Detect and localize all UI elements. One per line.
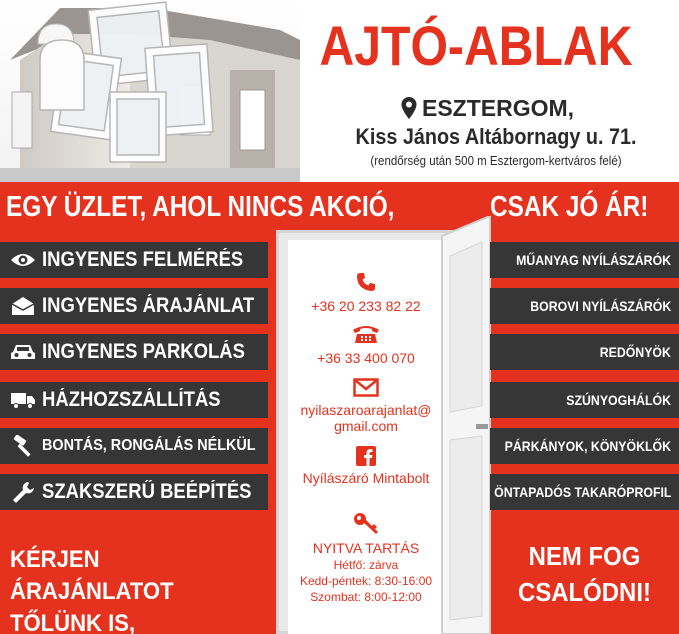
email-line-2[interactable]: gmail.com — [334, 418, 398, 434]
slogan-left: EGY ÜZLET, AHOL NINCS AKCIÓ, — [6, 191, 395, 223]
email-line-1[interactable]: nyilaszaroarajanlat@ — [300, 402, 432, 418]
product-item — [490, 288, 679, 324]
brand-title: AJTÓ-ABLAK — [319, 14, 633, 77]
truck-icon — [10, 388, 36, 412]
envelope-icon — [10, 294, 36, 318]
city-name: ESZTERGOM, — [422, 94, 575, 121]
facebook-page-name[interactable]: Nyílászáró Mintabolt — [302, 470, 430, 486]
city-line — [400, 93, 590, 123]
bottom-left-line-1: KÉRJEN ÁRAJÁNLATOT — [10, 546, 174, 605]
product-item — [490, 242, 679, 278]
contact-email — [288, 378, 444, 434]
hours-saturday: Szombat: 8:00-12:00 — [310, 590, 422, 604]
bottom-right-line-1: NEM FOG — [528, 541, 641, 571]
benefit-free-survey — [0, 242, 268, 278]
product-item — [490, 334, 679, 370]
benefit-professional-installation — [0, 474, 268, 510]
benefit-free-parking — [0, 334, 268, 370]
opening-hours — [288, 512, 444, 604]
telephone-icon — [352, 324, 380, 344]
product-label: PÁRKÁNYOK, KÖNYÖKLŐK — [504, 438, 671, 454]
key-icon — [353, 512, 379, 536]
header — [0, 0, 679, 182]
product-label: BOROVI NYÍLÁSZÁRÓK — [529, 298, 671, 314]
open-door-leaf — [440, 216, 492, 634]
product-item — [490, 474, 679, 510]
benefit-label: INGYENES PARKOLÁS — [42, 340, 245, 363]
contact-facebook — [288, 446, 444, 486]
hours-monday: Hétfő: zárva — [333, 558, 399, 572]
benefit-free-quote — [0, 288, 268, 324]
benefit-no-damage — [0, 428, 268, 464]
email-icon — [353, 378, 379, 397]
house-with-windows-image — [0, 0, 300, 182]
hours-weekdays: Kedd-péntek: 8:30-16:00 — [299, 574, 433, 588]
phone-icon — [356, 272, 376, 292]
bottom-left-line-2: TŐLÜNK IS, — [10, 610, 136, 634]
contact-mobile — [288, 272, 444, 314]
benefit-label: HÁZHOZSZÁLLÍTÁS — [42, 388, 221, 411]
slogan-right: CSAK JÓ ÁR! — [490, 191, 649, 223]
product-item — [490, 428, 679, 464]
benefit-label: BONTÁS, RONGÁLÁS NÉLKÜL — [42, 437, 256, 454]
wrench-icon — [10, 480, 36, 504]
product-label: ÖNTAPADÓS TAKARÓPROFIL — [493, 484, 671, 500]
location-pin-icon — [400, 96, 418, 120]
benefit-label: INGYENES ÁRAJÁNLAT — [42, 294, 255, 317]
product-item — [490, 382, 679, 418]
street-address: Kiss János Altábornagy u. 71. — [355, 124, 637, 149]
bottom-right-text — [498, 538, 672, 610]
contact-landline — [288, 324, 444, 366]
mobile-number[interactable]: +36 20 233 82 22 — [311, 298, 421, 314]
eye-icon — [10, 248, 36, 272]
bottom-right-line-2: CSALÓDNI! — [518, 577, 651, 607]
landline-number[interactable]: +36 33 400 070 — [317, 350, 415, 366]
product-label: SZÚNYOGHÁLÓK — [566, 392, 671, 408]
facebook-icon — [356, 446, 376, 466]
directions-note: (rendőrség után 500 m Esztergom-kertváros felé) — [370, 154, 622, 168]
benefit-label: INGYENES FELMÉRÉS — [42, 248, 244, 271]
bottom-left-text — [10, 544, 253, 634]
car-icon — [10, 340, 36, 364]
benefit-label: SZAKSZERŰ BEÉPÍTÉS — [42, 480, 252, 503]
product-label: MŰANYAG NYÍLÁSZÁRÓK — [516, 252, 671, 268]
hours-title: NYITVA TARTÁS — [312, 540, 420, 556]
hammer-icon — [10, 434, 36, 458]
product-label: REDŐNYÖK — [599, 344, 671, 360]
benefit-home-delivery — [0, 382, 268, 418]
